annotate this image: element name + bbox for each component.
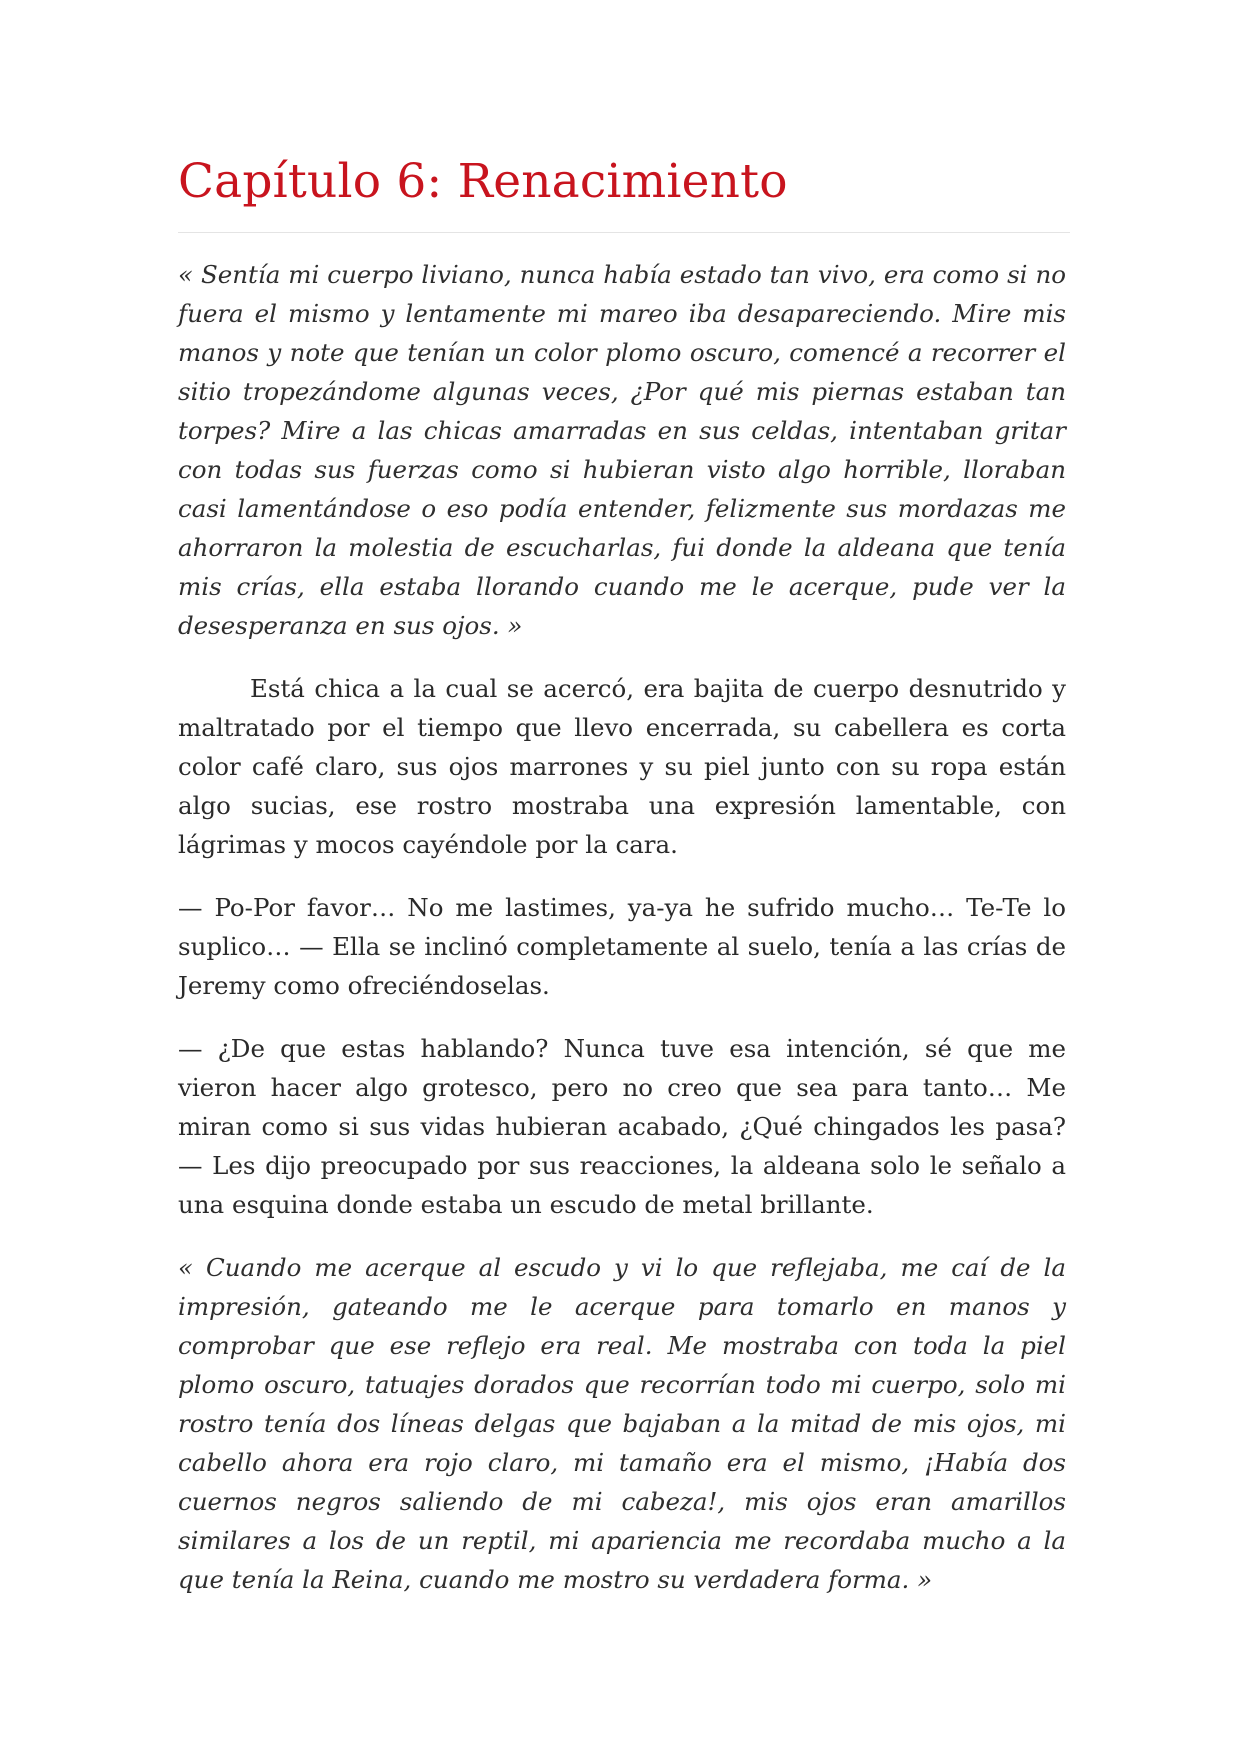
document-page	[178, 148, 1066, 1623]
dialogue-paragraph-1: — Po-Por favor… No me lastimes, ya-ya he sufrido mucho… Te-Te lo suplico… — Ella se inclinó completamente al suelo, tenía a las crías de Jeremy como ofreciéndoselas.	[178, 893, 1066, 1000]
narrative-paragraph-1: Está chica a la cual se acercó, era bajita de cuerpo desnutrido y maltratado por el tiempo que llevo encerrada, su cabellera es corta color café claro, sus ojos marrones y su piel junto con su ropa están algo sucias, ese rostro mostraba una expresión lamentable, con lágrimas y mocos cayéndole por la cara.	[178, 674, 1066, 859]
title-divider	[178, 232, 1070, 233]
italic-paragraph-2: « Cuando me acerque al escudo y vi lo que reflejaba, me caí de la impresión, gateando me le acerque para tomarlo en manos y comprobar que ese reflejo era real. Me mostraba con toda la piel plomo oscuro, tatuajes dorados que recorrían todo mi cuerpo, solo mi rostro tenía dos líneas delgas que bajaban a la mitad de mis ojos, mi cabello ahora era rojo claro, mi tamaño era el mismo, ¡Había dos cuernos negros saliendo de mi cabeza!, mis ojos eran amarillos similares a los de un reptil, mi apariencia me recordaba mucho a la que tenía la Reina, cuando me mostro su verdadera forma. »	[178, 1253, 1066, 1594]
italic-paragraph-1: « Sentía mi cuerpo liviano, nunca había estado tan vivo, era como si no fuera el mismo y lentamente mi mareo iba desapareciendo. Mire mis manos y note que tenían un color plomo oscuro, comencé a recorrer el sitio tropezándome algunas veces, ¿Por qué mis piernas estaban tan torpes? Mire a las chicas amarradas en sus celdas, intentaban gritar con todas sus fuerzas como si hubieran visto algo horrible, lloraban casi lamentándose o eso podía entender, felizmente sus mordazas me ahorraron la molestia de escucharlas, fui donde la aldeana que tenía mis crías, ella estaba llorando cuando me le acerque, pude ver la desesperanza en sus ojos. »	[178, 260, 1066, 640]
chapter-title: Capítulo 6: Renacimiento	[178, 154, 788, 209]
dialogue-paragraph-2: — ¿De que estas hablando? Nunca tuve esa intención, sé que me vieron hacer algo grotesco, pero no creo que sea para tanto… Me miran como si sus vidas hubieran acabado, ¿Qué chingados les pasa? — Les dijo preocupado por sus reacciones, la aldeana solo le señalo a una esquina donde estaba un escudo de metal brillante.	[178, 1034, 1066, 1219]
